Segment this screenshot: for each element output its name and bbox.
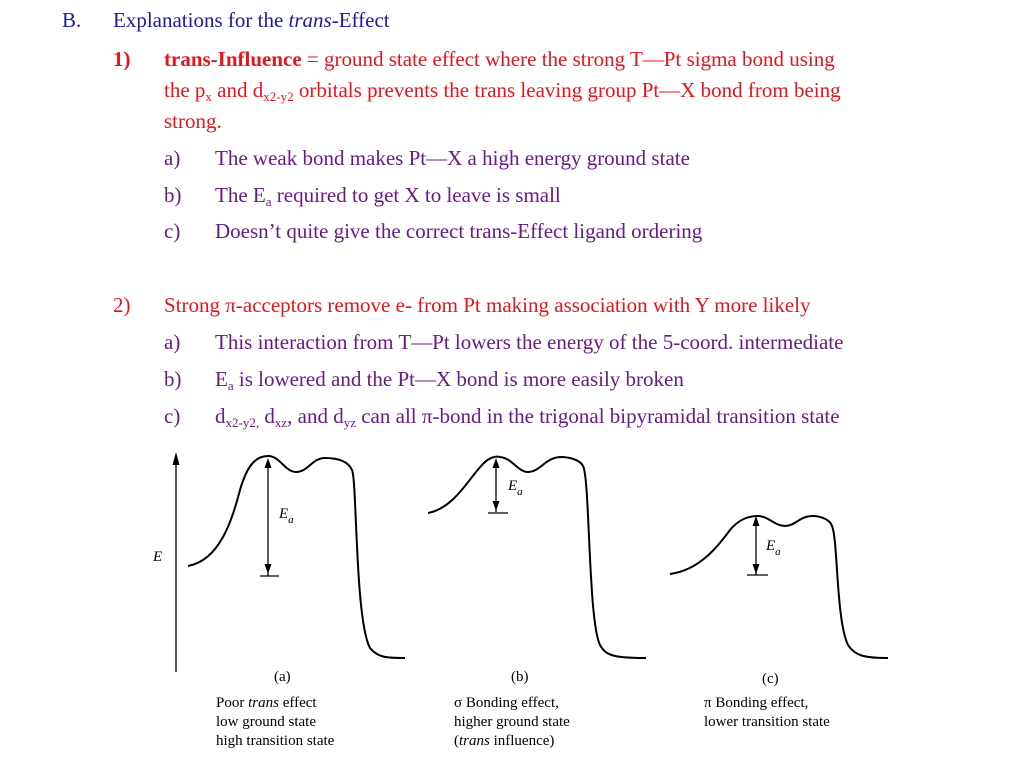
activation-energy-marker-c	[747, 516, 768, 575]
ea-label-b: $E_a$	[508, 478, 523, 498]
caption-b-line-2: higher ground state	[454, 714, 570, 730]
caption-a-line-2: low ground state	[216, 714, 316, 730]
activation-energy-marker-b	[488, 458, 508, 513]
energy-axis	[173, 452, 180, 672]
panel-tag-b: (b)	[511, 669, 529, 685]
caption-c-line-2: lower transition state	[704, 714, 830, 730]
point-1-line-3: strong.	[164, 109, 222, 133]
activation-energy-marker-a	[260, 458, 279, 576]
caption-b-line-1: σ Bonding effect,	[454, 695, 559, 711]
ea-label-c: $E_a$	[766, 538, 781, 558]
ea-label-a: $E_a$	[279, 506, 294, 526]
section-letter: B.	[62, 8, 82, 32]
point-2-number: 2)	[113, 293, 131, 317]
point-1-term: trans-Influence	[164, 47, 302, 71]
section-title: Explanations for the trans-Effect	[113, 8, 390, 32]
point-1-number: 1)	[113, 47, 131, 71]
energy-curve-c	[670, 516, 888, 658]
caption-a-line-1: Poor trans effect	[216, 695, 317, 711]
panel-tag-a: (a)	[274, 669, 291, 685]
caption-c-line-1: π Bonding effect,	[704, 695, 809, 711]
energy-curve-b	[428, 457, 646, 658]
energy-axis-label: E	[153, 549, 163, 565]
caption-a-line-3: high transition state	[216, 733, 335, 749]
energy-curve-a	[188, 456, 405, 658]
panel-tag-c: (c)	[762, 671, 779, 687]
point-1-line-2: the $p_x$ and $d_{x2-y2}$ orbitals prevents the trans leaving group Pt—X bond from being	[164, 78, 841, 104]
caption-b-line-3: (trans influence)	[454, 733, 555, 749]
